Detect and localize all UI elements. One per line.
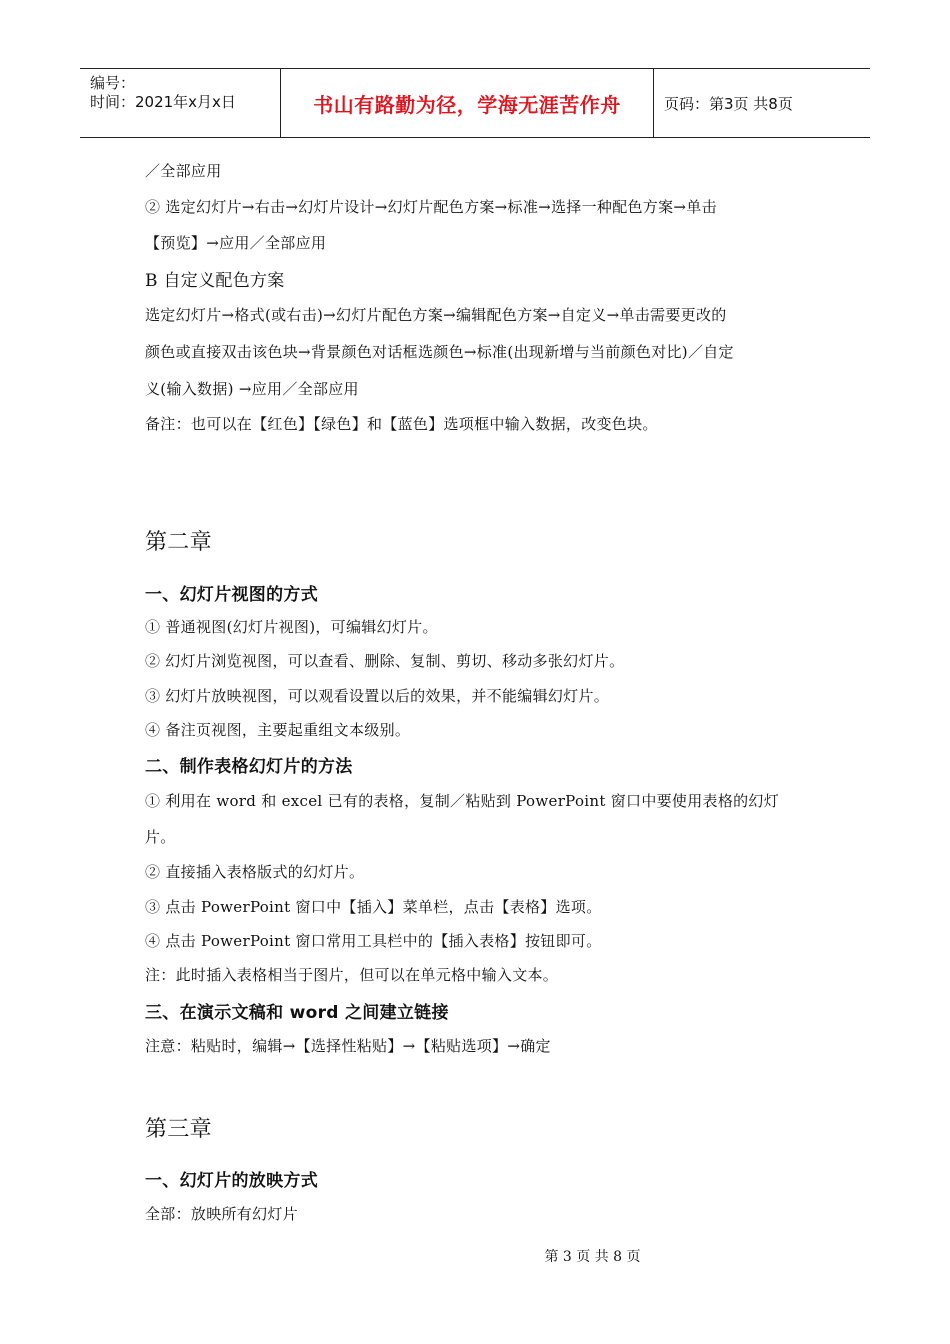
- page-header: [80, 68, 870, 138]
- header-motto-cell: [281, 69, 654, 137]
- section-heading: 一、幻灯片视图的方式: [145, 585, 318, 605]
- section-heading: 二、制作表格幻灯片的方法: [145, 757, 353, 777]
- section-heading: 一、幻灯片的放映方式: [145, 1171, 318, 1191]
- body-line: ／全部应用: [145, 162, 222, 180]
- body-line: ② 幻灯片浏览视图，可以查看、删除、复制、剪切、移动多张幻灯片。: [145, 652, 625, 670]
- subsection-heading: B 自定义配色方案: [145, 271, 285, 291]
- body-line: ④ 备注页视图，主要起重组文本级别。: [145, 721, 411, 739]
- body-line: 义(输入数据) →应用／全部应用: [145, 380, 359, 398]
- body-line: 备注：也可以在【红色】【绿色】和【蓝色】选项框中输入数据，改变色块。: [145, 415, 658, 433]
- document-date: 时间：2021年x月x日: [90, 93, 236, 111]
- body-line: 注：此时插入表格相当于图片，但可以在单元格中输入文本。: [145, 966, 559, 984]
- page-footer: [0, 1246, 950, 1266]
- body-line: ③ 点击 PowerPoint 窗口中【插入】菜单栏，点击【表格】选项。: [145, 898, 602, 916]
- header-meta-cell: [80, 69, 281, 137]
- footer-page-number: 第 3 页 共 8 页: [544, 1249, 641, 1265]
- body-line: ② 直接插入表格版式的幻灯片。: [145, 863, 365, 881]
- body-line: 【预览】→应用／全部应用: [145, 234, 327, 252]
- header-page-cell: [654, 69, 870, 137]
- body-line: ② 选定幻灯片→右击→幻灯片设计→幻灯片配色方案→标准→选择一种配色方案→单击: [145, 198, 717, 216]
- section-heading: 三、在演示文稿和 word 之间建立链接: [145, 1003, 449, 1023]
- header-motto: 书山有路勤为径，学海无涯苦作舟: [313, 92, 621, 117]
- header-page-info: 页码：第3页 共8页: [664, 94, 793, 113]
- body-line: ③ 幻灯片放映视图，可以观看设置以后的效果，并不能编辑幻灯片。: [145, 687, 610, 705]
- body-line: 全部：放映所有幻灯片: [145, 1205, 299, 1223]
- body-line: ④ 点击 PowerPoint 窗口常用工具栏中的【插入表格】按钮即可。: [145, 932, 602, 950]
- document-number-label: 编号：: [90, 74, 136, 92]
- body-line: 选定幻灯片→格式(或右击)→幻灯片配色方案→编辑配色方案→自定义→单击需要更改的: [145, 306, 727, 324]
- chapter-heading: 第二章: [145, 530, 212, 555]
- body-line: ① 普通视图(幻灯片视图)，可编辑幻灯片。: [145, 618, 438, 636]
- body-line: 片。: [145, 828, 176, 846]
- body-line: 注意：粘贴时，编辑→【选择性粘贴】→【粘贴选项】→确定: [145, 1037, 551, 1055]
- body-line: 颜色或直接双击该色块→背景颜色对话框选颜色→标准(出现新增与当前颜色对比)／自定: [145, 343, 734, 361]
- body-line: ① 利用在 word 和 excel 已有的表格，复制／粘贴到 PowerPoint 窗口中要使用表格的幻灯: [145, 792, 780, 810]
- chapter-heading: 第三章: [145, 1117, 212, 1142]
